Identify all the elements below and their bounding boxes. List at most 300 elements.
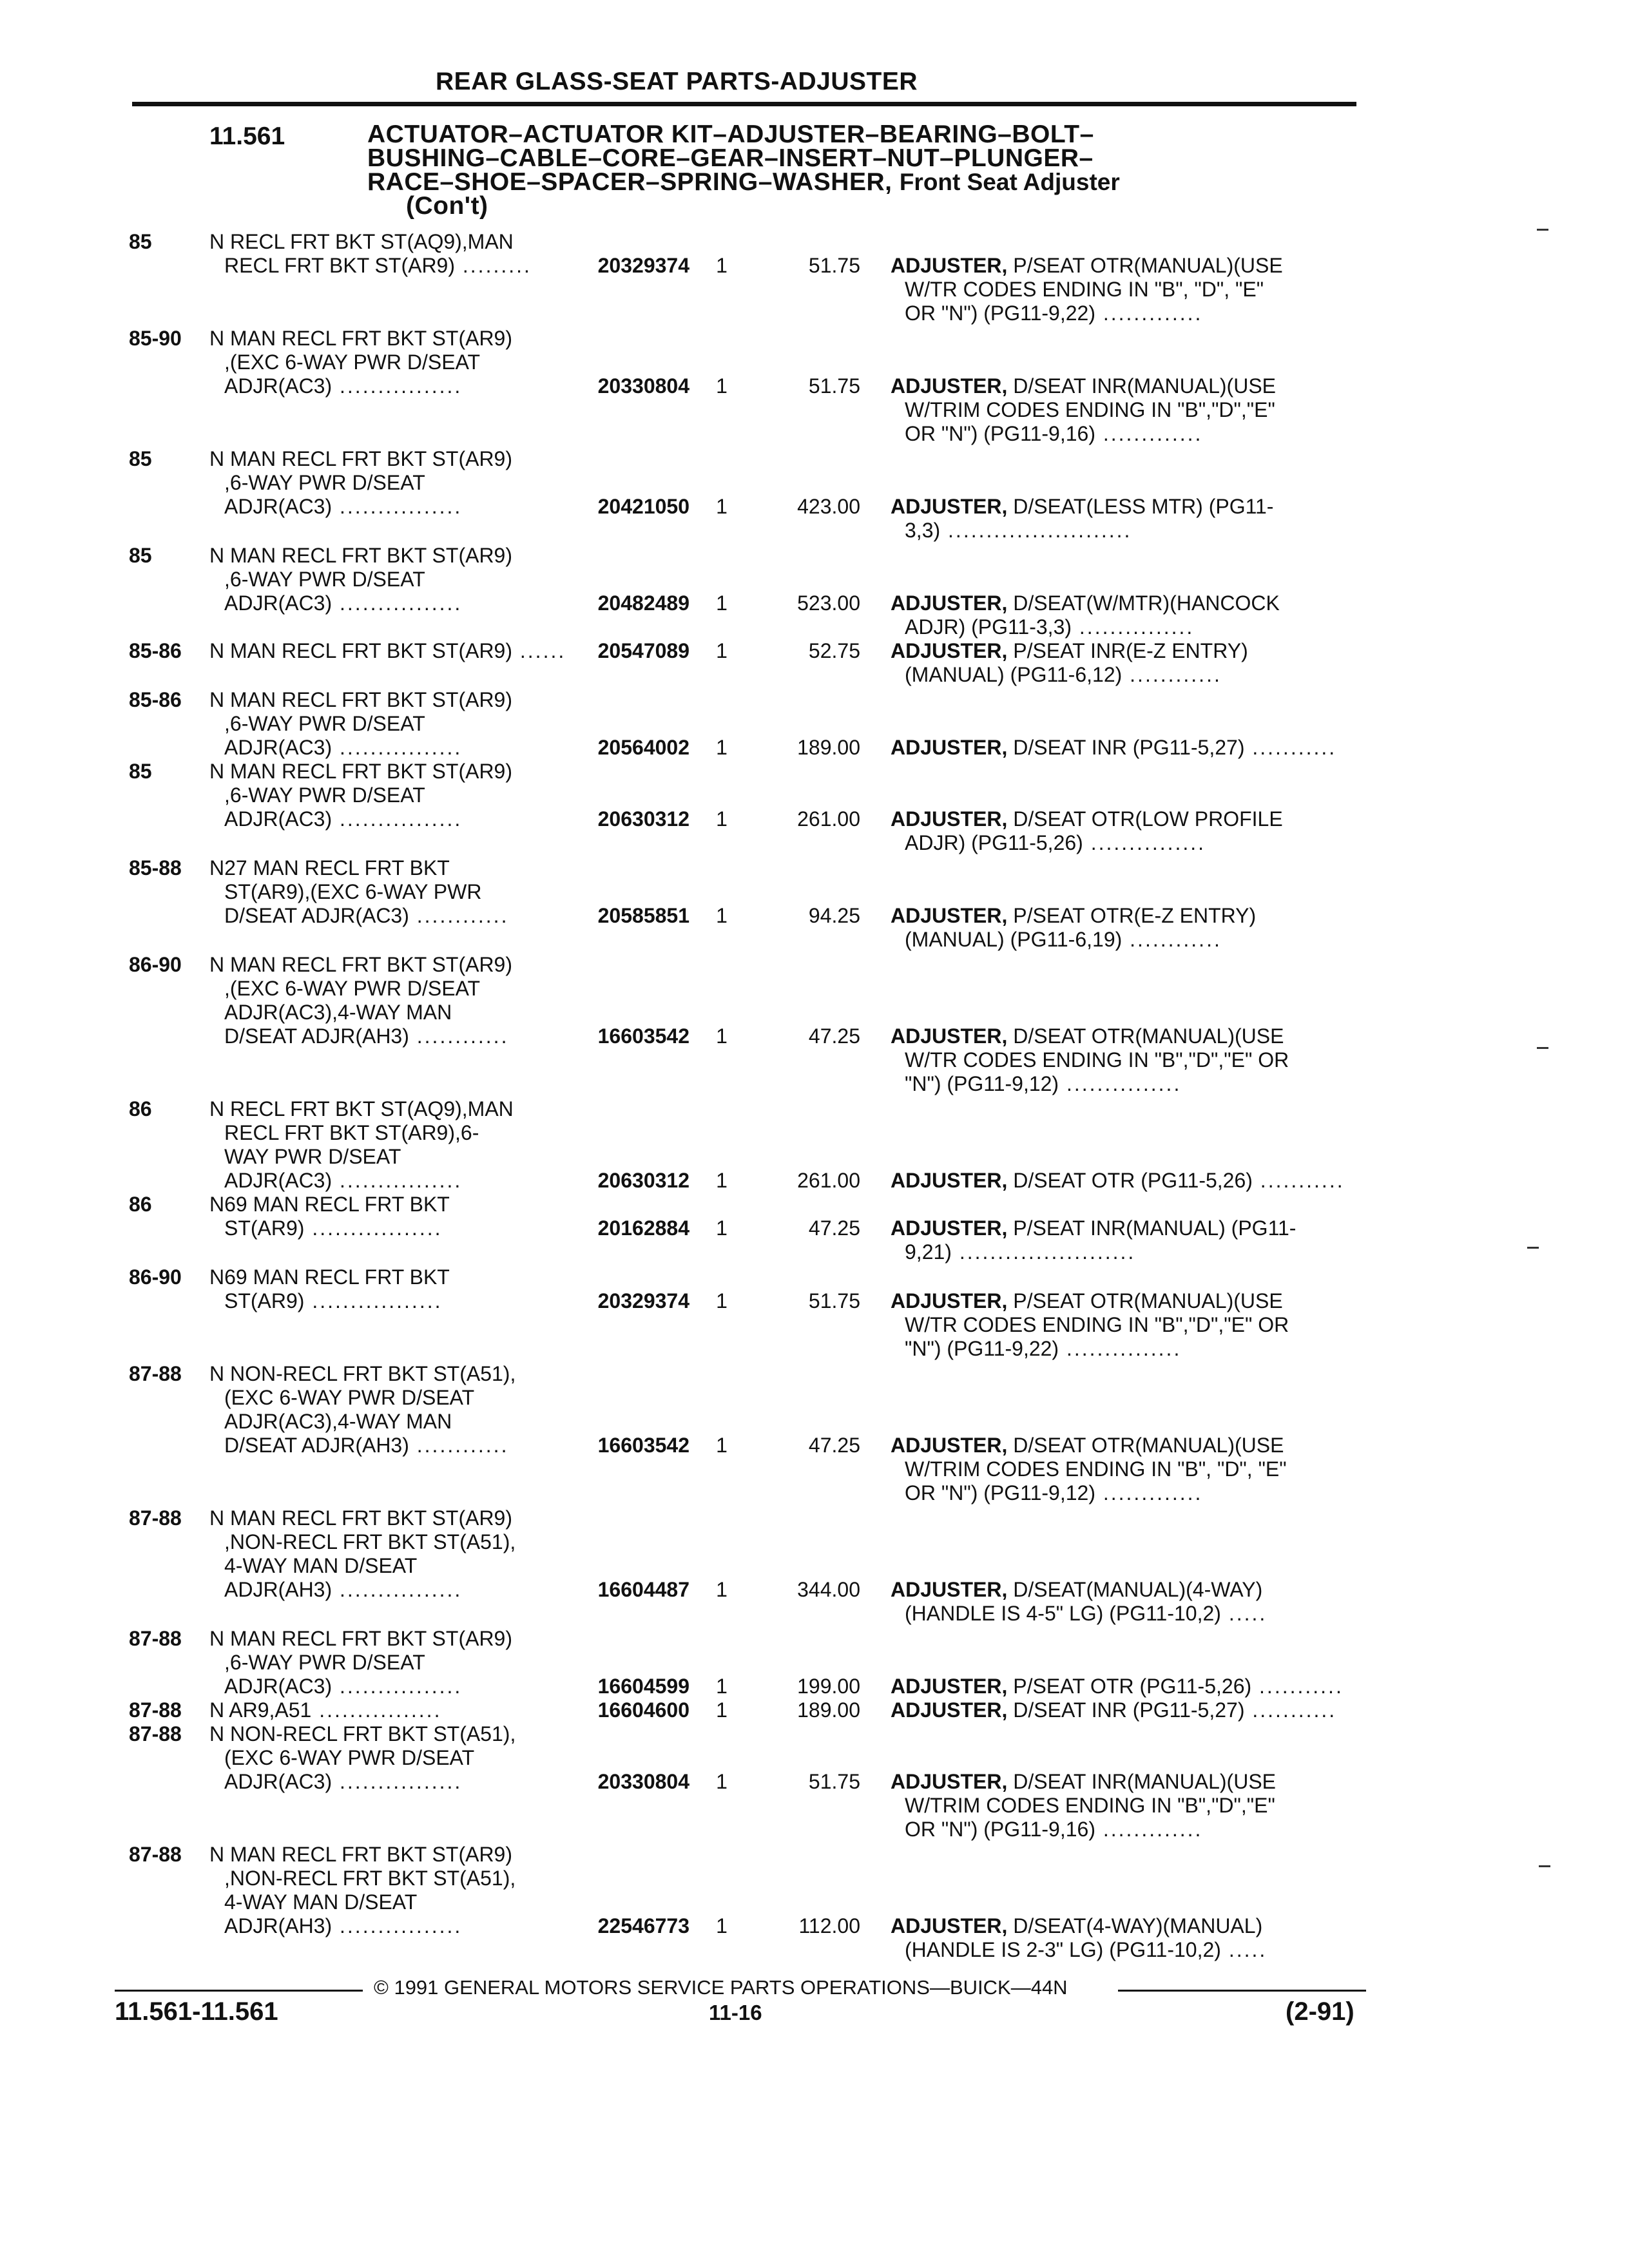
model-years: 85-90 xyxy=(129,327,182,350)
leader-dots: ................. xyxy=(304,1289,443,1312)
entry-line xyxy=(0,1289,1629,1313)
quantity: 1 xyxy=(716,591,728,615)
model-years: 85-88 xyxy=(129,856,182,879)
footer-section-range: 11.561-11.561 xyxy=(115,1997,278,2026)
unit-price: 423.00 xyxy=(797,495,860,518)
item-description-text: D/SEAT INR(MANUAL)(USE xyxy=(1013,1770,1276,1793)
part-number: 16603542 xyxy=(597,1434,689,1457)
entry-line xyxy=(0,880,1629,904)
usage-description-text: ST(AR9) xyxy=(224,1289,305,1312)
entry-line xyxy=(0,1867,1629,1890)
usage-description xyxy=(224,712,425,736)
usage-description xyxy=(224,1169,462,1193)
unit-price: 189.00 xyxy=(797,736,860,759)
entry-line xyxy=(0,1457,1629,1481)
usage-description-text: N MAN RECL FRT BKT ST(AR9) xyxy=(209,327,512,350)
item-description-text: (HANDLE IS 2-3" LG) (PG11-10,2) xyxy=(905,1938,1221,1961)
entry-line xyxy=(0,1890,1629,1914)
entry-line xyxy=(0,663,1629,687)
quantity: 1 xyxy=(716,1434,728,1457)
item-description-text: (HANDLE IS 4-5" LG) (PG11-10,2) xyxy=(905,1602,1221,1625)
usage-description xyxy=(224,904,508,928)
item-description xyxy=(891,591,1280,615)
item-description-text: W/TRIM CODES ENDING IN "B","D","E" xyxy=(905,1794,1275,1817)
section-title-line1: ACTUATOR–ACTUATOR KIT–ADJUSTER–BEARING–BOLT– xyxy=(367,120,1094,148)
parts-entry xyxy=(0,1265,1629,1361)
usage-description-text: N MAN RECL FRT BKT ST(AR9) xyxy=(209,1506,512,1530)
item-description xyxy=(905,1072,1181,1096)
usage-description-text: RECL FRT BKT ST(AR9) xyxy=(224,254,455,277)
entry-line xyxy=(0,1746,1629,1770)
entry-line xyxy=(0,1554,1629,1578)
item-name: ADJUSTER, xyxy=(891,1434,1008,1457)
usage-description-text: ,6-WAY PWR D/SEAT xyxy=(224,1651,425,1674)
parts-entry xyxy=(0,856,1629,952)
leader-dots: ...... xyxy=(512,639,566,662)
entry-line xyxy=(0,351,1629,374)
model-years: 87-88 xyxy=(129,1722,182,1745)
item-description-text: W/TRIM CODES ENDING IN "B", "D", "E" xyxy=(905,1457,1287,1481)
entry-line xyxy=(0,1216,1629,1240)
usage-description-text: ADJR(AC3),4-WAY MAN xyxy=(224,1410,452,1433)
usage-description-text: N MAN RECL FRT BKT ST(AR9) xyxy=(209,544,512,567)
entry-line xyxy=(0,1481,1629,1505)
model-years: 86-90 xyxy=(129,953,182,976)
part-number: 16604487 xyxy=(597,1578,689,1601)
entry-line xyxy=(0,783,1629,807)
item-description-text: W/TR CODES ENDING IN "B","D","E" OR xyxy=(905,1048,1289,1072)
item-description-text: D/SEAT INR (PG11-5,27) xyxy=(1013,736,1245,759)
entry-line xyxy=(0,591,1629,615)
item-name: ADJUSTER, xyxy=(891,807,1008,831)
usage-description-text: RECL FRT BKT ST(AR9),6- xyxy=(224,1121,479,1144)
entry-line xyxy=(0,422,1629,446)
item-description xyxy=(905,398,1275,422)
item-description-text: D/SEAT(4-WAY)(MANUAL) xyxy=(1013,1914,1263,1937)
model-years: 85 xyxy=(129,447,152,470)
item-description-text: "N") (PG11-9,12) xyxy=(905,1072,1059,1095)
leader-dots: ................ xyxy=(332,1169,463,1192)
leader-dots: ................. xyxy=(304,1216,443,1240)
entry-line xyxy=(0,1434,1629,1457)
usage-description xyxy=(209,327,512,351)
section-title xyxy=(367,122,1302,218)
item-description xyxy=(891,1578,1262,1602)
usage-description-text: N AR9,A51 xyxy=(209,1698,312,1722)
item-name: ADJUSTER, xyxy=(891,1914,1008,1937)
item-description xyxy=(891,1216,1296,1240)
part-number: 20330804 xyxy=(597,374,689,398)
parts-entry xyxy=(0,1722,1629,1841)
leader-dots: ............. xyxy=(1095,302,1203,325)
entry-line xyxy=(0,302,1629,325)
leader-dots: ................ xyxy=(332,374,463,398)
entry-line xyxy=(0,278,1629,302)
quantity: 1 xyxy=(716,495,728,518)
item-description-text: D/SEAT OTR(MANUAL)(USE xyxy=(1013,1434,1284,1457)
item-description xyxy=(891,1770,1276,1794)
usage-description xyxy=(224,1289,442,1313)
item-description xyxy=(891,904,1256,928)
parts-entry xyxy=(0,1506,1629,1626)
usage-description xyxy=(224,880,481,904)
leader-dots: ........... xyxy=(1244,736,1337,759)
model-years: 87-88 xyxy=(129,1627,182,1650)
entry-line xyxy=(0,495,1629,519)
usage-description-text: ADJR(AC3) xyxy=(224,374,333,398)
item-description-text: D/SEAT INR (PG11-5,27) xyxy=(1013,1698,1245,1722)
unit-price: 51.75 xyxy=(808,254,860,277)
leader-dots: ................ xyxy=(311,1698,442,1722)
entry-line xyxy=(0,1265,1629,1289)
item-name: ADJUSTER, xyxy=(891,254,1008,277)
item-description xyxy=(891,495,1273,519)
usage-description xyxy=(224,1770,462,1794)
leader-dots: ............ xyxy=(409,904,509,927)
item-description-text: ADJR) (PG11-3,3) xyxy=(905,615,1072,639)
item-description-text: P/SEAT INR(MANUAL) (PG11- xyxy=(1013,1216,1296,1240)
footer-rule-right xyxy=(1118,1990,1366,1992)
item-description xyxy=(905,278,1264,302)
usage-description xyxy=(209,1722,516,1746)
item-description-text: D/SEAT OTR (PG11-5,26) xyxy=(1013,1169,1253,1192)
item-description-text: D/SEAT OTR(MANUAL)(USE xyxy=(1013,1024,1284,1048)
quantity: 1 xyxy=(716,374,728,398)
entry-line xyxy=(0,1024,1629,1048)
header-rule xyxy=(132,102,1356,106)
usage-description-text: 4-WAY MAN D/SEAT xyxy=(224,1890,418,1914)
model-years: 85 xyxy=(129,230,152,253)
usage-description xyxy=(224,1145,401,1169)
entry-line xyxy=(0,831,1629,855)
usage-description xyxy=(224,783,425,807)
entry-line xyxy=(0,1193,1629,1216)
unit-price: 47.25 xyxy=(808,1024,860,1048)
item-description xyxy=(905,1048,1289,1072)
usage-description-text: ST(AR9),(EXC 6-WAY PWR xyxy=(224,880,482,903)
item-description xyxy=(891,736,1336,760)
entry-line xyxy=(0,856,1629,880)
usage-description xyxy=(224,807,462,831)
section-title-line3-main: RACE–SHOE–SPACER–SPRING–WASHER, xyxy=(367,168,892,196)
usage-description xyxy=(224,254,532,278)
entry-line xyxy=(0,1001,1629,1024)
parts-entry xyxy=(0,1627,1629,1698)
parts-list xyxy=(0,230,1629,1962)
usage-description xyxy=(209,447,512,471)
entry-line xyxy=(0,1770,1629,1794)
item-description-text: OR "N") (PG11-9,22) xyxy=(905,302,1095,325)
entry-line xyxy=(0,1169,1629,1193)
usage-description-text: ADJR(AH3) xyxy=(224,1914,333,1937)
entry-line xyxy=(0,928,1629,952)
part-number: 20630312 xyxy=(597,1169,689,1192)
item-description-text: 9,21) xyxy=(905,1240,952,1264)
usage-description xyxy=(224,568,425,591)
usage-description-text: N27 MAN RECL FRT BKT xyxy=(209,856,450,879)
item-description xyxy=(905,302,1202,325)
leader-dots: ................ xyxy=(332,1675,463,1698)
leader-dots: ..... xyxy=(1220,1602,1268,1625)
item-description xyxy=(905,1938,1267,1962)
entry-line xyxy=(0,230,1629,254)
item-description-text: OR "N") (PG11-9,12) xyxy=(905,1481,1095,1504)
model-years: 87-88 xyxy=(129,1506,182,1530)
usage-description xyxy=(209,1506,512,1530)
item-description-text: "N") (PG11-9,22) xyxy=(905,1337,1059,1360)
usage-description-text: N MAN RECL FRT BKT ST(AR9) xyxy=(209,447,512,470)
usage-description xyxy=(224,1578,462,1602)
usage-description-text: ADJR(AC3) xyxy=(224,736,333,759)
usage-description xyxy=(224,1746,474,1770)
item-name: ADJUSTER, xyxy=(891,1578,1008,1601)
usage-description xyxy=(209,1097,514,1121)
usage-description xyxy=(209,1843,512,1867)
usage-description-text: N MAN RECL FRT BKT ST(AR9) xyxy=(209,760,512,783)
usage-description-text: N69 MAN RECL FRT BKT xyxy=(209,1193,450,1216)
quantity: 1 xyxy=(716,1675,728,1698)
usage-description-text: ,6-WAY PWR D/SEAT xyxy=(224,712,425,735)
entry-line xyxy=(0,327,1629,351)
item-description-text: D/SEAT INR(MANUAL)(USE xyxy=(1013,374,1276,398)
item-description xyxy=(891,254,1283,278)
quantity: 1 xyxy=(716,1698,728,1722)
item-description-text: D/SEAT(LESS MTR) (PG11- xyxy=(1013,495,1274,518)
model-years: 87-88 xyxy=(129,1843,182,1866)
entry-line xyxy=(0,1410,1629,1434)
model-years: 85 xyxy=(129,760,152,783)
unit-price: 199.00 xyxy=(797,1675,860,1698)
usage-description-text: N MAN RECL FRT BKT ST(AR9) xyxy=(209,1843,512,1866)
usage-description xyxy=(209,856,450,880)
part-number: 20630312 xyxy=(597,807,689,831)
entry-line xyxy=(0,1145,1629,1169)
section-title-line3 xyxy=(367,170,1302,194)
part-number: 20162884 xyxy=(597,1216,689,1240)
parts-entry xyxy=(0,327,1629,446)
entry-line xyxy=(0,977,1629,1001)
usage-description-text: ADJR(AH3) xyxy=(224,1578,333,1601)
usage-description-text: WAY PWR D/SEAT xyxy=(224,1145,401,1168)
entry-line xyxy=(0,1121,1629,1145)
parts-entry xyxy=(0,1193,1629,1264)
item-name: ADJUSTER, xyxy=(891,1216,1008,1240)
leader-dots: ................ xyxy=(332,495,463,518)
parts-entry xyxy=(0,1097,1629,1193)
entry-line xyxy=(0,544,1629,568)
parts-entry xyxy=(0,1843,1629,1962)
item-description xyxy=(891,1675,1344,1698)
leader-dots: ............. xyxy=(1095,1818,1203,1841)
leader-dots: ............... xyxy=(1059,1337,1182,1360)
quantity: 1 xyxy=(716,1289,728,1312)
item-description xyxy=(905,1602,1267,1626)
unit-price: 51.75 xyxy=(808,1289,860,1312)
item-description-text: P/SEAT OTR(MANUAL)(USE xyxy=(1013,1289,1283,1312)
parts-entry xyxy=(0,688,1629,760)
model-years: 85-86 xyxy=(129,639,182,662)
model-years: 86 xyxy=(129,1193,152,1216)
usage-description xyxy=(224,1216,442,1240)
unit-price: 94.25 xyxy=(808,904,860,927)
item-description xyxy=(905,1313,1289,1337)
entry-line xyxy=(0,1938,1629,1962)
parts-entry xyxy=(0,447,1629,543)
unit-price: 52.75 xyxy=(808,639,860,662)
leader-dots: ....................... xyxy=(951,1240,1136,1264)
part-number: 20329374 xyxy=(597,254,689,277)
entry-line xyxy=(0,1530,1629,1554)
usage-description xyxy=(209,230,514,254)
item-name: ADJUSTER, xyxy=(891,1698,1008,1722)
entry-line xyxy=(0,471,1629,495)
section-title-line3-rest: Front Seat Adjuster xyxy=(899,169,1120,195)
quantity: 1 xyxy=(716,904,728,927)
entry-line xyxy=(0,1602,1629,1626)
leader-dots: ............... xyxy=(1083,831,1206,854)
usage-description-text: ADJR(AC3) xyxy=(224,591,333,615)
item-description-text: P/SEAT OTR(E-Z ENTRY) xyxy=(1013,904,1257,927)
parts-entry xyxy=(0,1698,1629,1722)
usage-description xyxy=(224,1914,462,1938)
item-description xyxy=(891,1024,1284,1048)
part-number: 20329374 xyxy=(597,1289,689,1312)
usage-description xyxy=(224,351,480,374)
usage-description-text: ,6-WAY PWR D/SEAT xyxy=(224,783,425,807)
entry-line xyxy=(0,712,1629,736)
quantity: 1 xyxy=(716,1169,728,1192)
usage-description xyxy=(224,1890,417,1914)
section-title-continued: (Con't) xyxy=(406,192,488,220)
part-number: 20421050 xyxy=(597,495,689,518)
quantity: 1 xyxy=(716,736,728,759)
parts-entry xyxy=(0,953,1629,1096)
entry-line xyxy=(0,1362,1629,1386)
leader-dots: ............ xyxy=(1122,663,1222,686)
item-description-text: W/TR CODES ENDING IN "B", "D", "E" xyxy=(905,278,1264,301)
part-number: 16603542 xyxy=(597,1024,689,1048)
item-description-text: W/TRIM CODES ENDING IN "B","D","E" xyxy=(905,398,1275,421)
usage-description xyxy=(224,374,462,398)
model-years: 87-88 xyxy=(129,1362,182,1385)
margin-mark xyxy=(1537,229,1548,231)
usage-description xyxy=(224,471,425,495)
footer-rule-left xyxy=(115,1990,363,1992)
unit-price: 47.25 xyxy=(808,1216,860,1240)
model-years: 86-90 xyxy=(129,1265,182,1289)
item-description xyxy=(905,1337,1181,1361)
parts-entry xyxy=(0,230,1629,325)
leader-dots: ..... xyxy=(1220,1938,1268,1961)
entry-line xyxy=(0,447,1629,471)
item-description-text: D/SEAT(W/MTR)(HANCOCK xyxy=(1013,591,1280,615)
quantity: 1 xyxy=(716,1024,728,1048)
page-title: REAR GLASS-SEAT PARTS-ADJUSTER xyxy=(435,68,918,95)
usage-description-text: N MAN RECL FRT BKT ST(AR9) xyxy=(209,1627,512,1650)
footer-page-number: 11-16 xyxy=(709,2001,762,2024)
entry-line xyxy=(0,1651,1629,1675)
usage-description-text: N RECL FRT BKT ST(AQ9),MAN xyxy=(209,1097,514,1120)
item-name: ADJUSTER, xyxy=(891,1770,1008,1793)
item-description-text: 3,3) xyxy=(905,519,941,542)
usage-description-text: ADJR(AC3) xyxy=(224,1770,333,1793)
item-description xyxy=(891,639,1248,663)
quantity: 1 xyxy=(716,1914,728,1937)
item-description xyxy=(905,519,1132,543)
usage-description xyxy=(224,1867,516,1890)
usage-description-text: D/SEAT ADJR(AH3) xyxy=(224,1024,409,1048)
quantity: 1 xyxy=(716,1578,728,1601)
item-name: ADJUSTER, xyxy=(891,1169,1008,1192)
item-description xyxy=(891,1698,1336,1722)
usage-description-text: ADJR(AC3) xyxy=(224,1675,333,1698)
item-description xyxy=(905,1818,1202,1841)
leader-dots: ........... xyxy=(1252,1169,1345,1192)
usage-description-text: ST(AR9) xyxy=(224,1216,305,1240)
quantity: 1 xyxy=(716,807,728,831)
item-description xyxy=(891,1289,1283,1313)
leader-dots: ............... xyxy=(1072,615,1195,639)
item-description xyxy=(891,374,1276,398)
usage-description-text: 4-WAY MAN D/SEAT xyxy=(224,1554,418,1577)
usage-description-text: N MAN RECL FRT BKT ST(AR9) xyxy=(209,953,512,976)
leader-dots: ................ xyxy=(332,807,463,831)
part-number: 20547089 xyxy=(597,639,689,662)
leader-dots: ................ xyxy=(332,1578,463,1601)
usage-description-text: ADJR(AC3),4-WAY MAN xyxy=(224,1001,452,1024)
leader-dots: ................ xyxy=(332,1770,463,1793)
item-description-text: P/SEAT INR(E-Z ENTRY) xyxy=(1013,639,1248,662)
usage-description xyxy=(224,1410,452,1434)
usage-description xyxy=(224,1530,516,1554)
entry-line xyxy=(0,736,1629,760)
usage-description xyxy=(209,688,512,712)
usage-description xyxy=(209,760,512,783)
usage-description xyxy=(224,1024,508,1048)
model-years: 87-88 xyxy=(129,1698,182,1722)
quantity: 1 xyxy=(716,254,728,277)
unit-price: 261.00 xyxy=(797,1169,860,1192)
parts-entry xyxy=(0,544,1629,639)
usage-description-text: ,(EXC 6-WAY PWR D/SEAT xyxy=(224,351,481,374)
part-number: 20482489 xyxy=(597,591,689,615)
usage-description xyxy=(209,639,566,663)
item-description-text: D/SEAT OTR(LOW PROFILE xyxy=(1013,807,1283,831)
item-description-text: W/TR CODES ENDING IN "B","D","E" OR xyxy=(905,1313,1289,1336)
unit-price: 261.00 xyxy=(797,807,860,831)
item-name: ADJUSTER, xyxy=(891,1024,1008,1048)
item-description xyxy=(905,615,1194,639)
entry-line xyxy=(0,639,1629,663)
item-description xyxy=(891,807,1283,831)
usage-description-text: ,(EXC 6-WAY PWR D/SEAT xyxy=(224,977,481,1000)
item-description-text: P/SEAT OTR (PG11-5,26) xyxy=(1013,1675,1252,1698)
usage-description-text: D/SEAT ADJR(AH3) xyxy=(224,1434,409,1457)
usage-description xyxy=(209,1627,512,1651)
leader-dots: ............... xyxy=(1059,1072,1182,1095)
entry-line xyxy=(0,1698,1629,1722)
item-description xyxy=(905,831,1206,855)
usage-description xyxy=(209,953,512,977)
usage-description-text: ADJR(AC3) xyxy=(224,1169,333,1192)
usage-description xyxy=(209,1265,450,1289)
usage-description xyxy=(224,1675,462,1698)
model-years: 85-86 xyxy=(129,688,182,711)
usage-description xyxy=(224,1554,417,1578)
usage-description xyxy=(209,544,512,568)
part-number: 20585851 xyxy=(597,904,689,927)
usage-description xyxy=(209,1362,516,1386)
